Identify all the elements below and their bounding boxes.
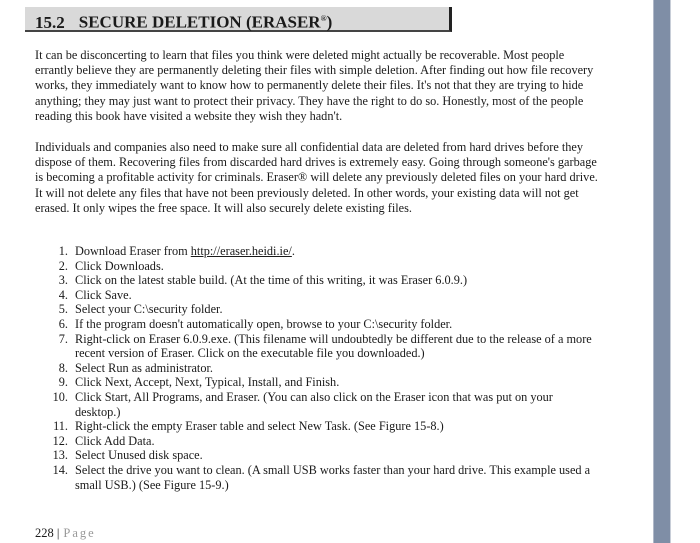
step-number: 12. xyxy=(52,433,68,448)
step-number: 10. xyxy=(52,389,68,404)
step-text: Click Start, All Programs, and Eraser. (You can also click on the Eraser icon that was put on your desktop.) xyxy=(75,389,553,419)
step-number: 11. xyxy=(53,419,68,434)
step-text: Select Unused disk space. xyxy=(75,448,203,463)
eraser-link[interactable]: http://eraser.heidi.ie/ xyxy=(190,244,292,258)
step-number: 13. xyxy=(52,448,68,463)
list-item xyxy=(35,302,600,317)
step-number: 4. xyxy=(58,287,68,302)
list-item xyxy=(35,434,600,449)
list-item xyxy=(35,463,600,492)
list-item xyxy=(35,375,600,390)
list-item xyxy=(35,448,600,463)
list-item xyxy=(35,332,600,361)
step-number: 1. xyxy=(58,244,68,258)
list-item xyxy=(35,390,600,419)
page-label: Page xyxy=(63,526,96,540)
step-number: 14. xyxy=(52,462,68,477)
step-text: Click on the latest stable build. (At the time of this writing, it was Eraser 6.0.9.) xyxy=(75,273,468,288)
list-item xyxy=(35,288,600,303)
step-number: 3. xyxy=(58,273,68,288)
list-item xyxy=(35,259,600,274)
list-item xyxy=(35,244,600,259)
step-text: Right-click on Eraser 6.0.9.exe. (This filename will undoubtedly be different due to the release of a more recent version of Eraser. Click on the executable file you downloaded.) xyxy=(75,331,592,361)
paragraph-companies: Individuals and companies also need to make sure all confidential data are deleted from hard drives before they dispose of them. Recovering files from discarded hard drives is extremely easy. Going through someone's garbage is becoming a profitable activity for criminals. Eraser® will delete any previously deleted files on your hard drive. It will not delete any files that have not been previously deleted. In other words, your existing data will not get erased. It only wipes the free space. It will also securely delete existing files. xyxy=(35,140,598,215)
section-title: SECURE DELETION (ERASER xyxy=(78,12,321,32)
page-footer xyxy=(35,526,96,541)
page-number: 228 | xyxy=(35,526,60,540)
section-number: 15.2 xyxy=(35,12,65,32)
steps-list xyxy=(35,244,600,492)
title-close: ) xyxy=(326,12,333,32)
step-text: If the program doesn't automatically open, browse to your C:\security folder. xyxy=(75,316,453,331)
step-text: Select your C:\security folder. xyxy=(75,302,223,317)
list-item xyxy=(35,419,600,434)
scrollbar[interactable] xyxy=(653,0,671,543)
step-text: Download Eraser from xyxy=(75,244,191,258)
step-text: Click Next, Accept, Next, Typical, Install, and Finish. xyxy=(75,375,340,390)
step-number: 5. xyxy=(58,302,68,317)
section-heading xyxy=(25,7,452,32)
step-number: 6. xyxy=(58,316,68,331)
step-text-end: . xyxy=(291,244,295,258)
step-text: Select Run as administrator. xyxy=(75,360,213,375)
step-number: 9. xyxy=(58,375,68,390)
registered-mark: ® xyxy=(320,14,327,23)
list-item xyxy=(35,361,600,376)
step-text: Right-click the empty Eraser table and select New Task. (See Figure 15-8.) xyxy=(75,419,444,434)
step-text: Click Add Data. xyxy=(75,433,155,448)
list-item xyxy=(35,273,600,288)
step-text: Select the drive you want to clean. (A small USB works faster than your hard drive. This example used a small USB.) (See Figure 15-9.) xyxy=(75,462,591,492)
step-number: 7. xyxy=(58,331,68,346)
step-number: 2. xyxy=(58,258,68,273)
step-text: Click Save. xyxy=(75,287,132,302)
paragraph-intro: It can be disconcerting to learn that files you think were deleted might actually be recoverable. Most people errantly believe they are permanently deleting their files with simple deletion. After finding out how file recovery works, they immediately want to know how to permanently delete their files. It's not that they are trying to hide anything; they may just want to protect their privacy. They have the right to do so. Honestly, most of the people reading this book have visited a website they wish they hadn't. xyxy=(35,48,594,123)
list-item xyxy=(35,317,600,332)
step-number: 8. xyxy=(58,360,68,375)
step-text: Click Downloads. xyxy=(75,258,164,273)
